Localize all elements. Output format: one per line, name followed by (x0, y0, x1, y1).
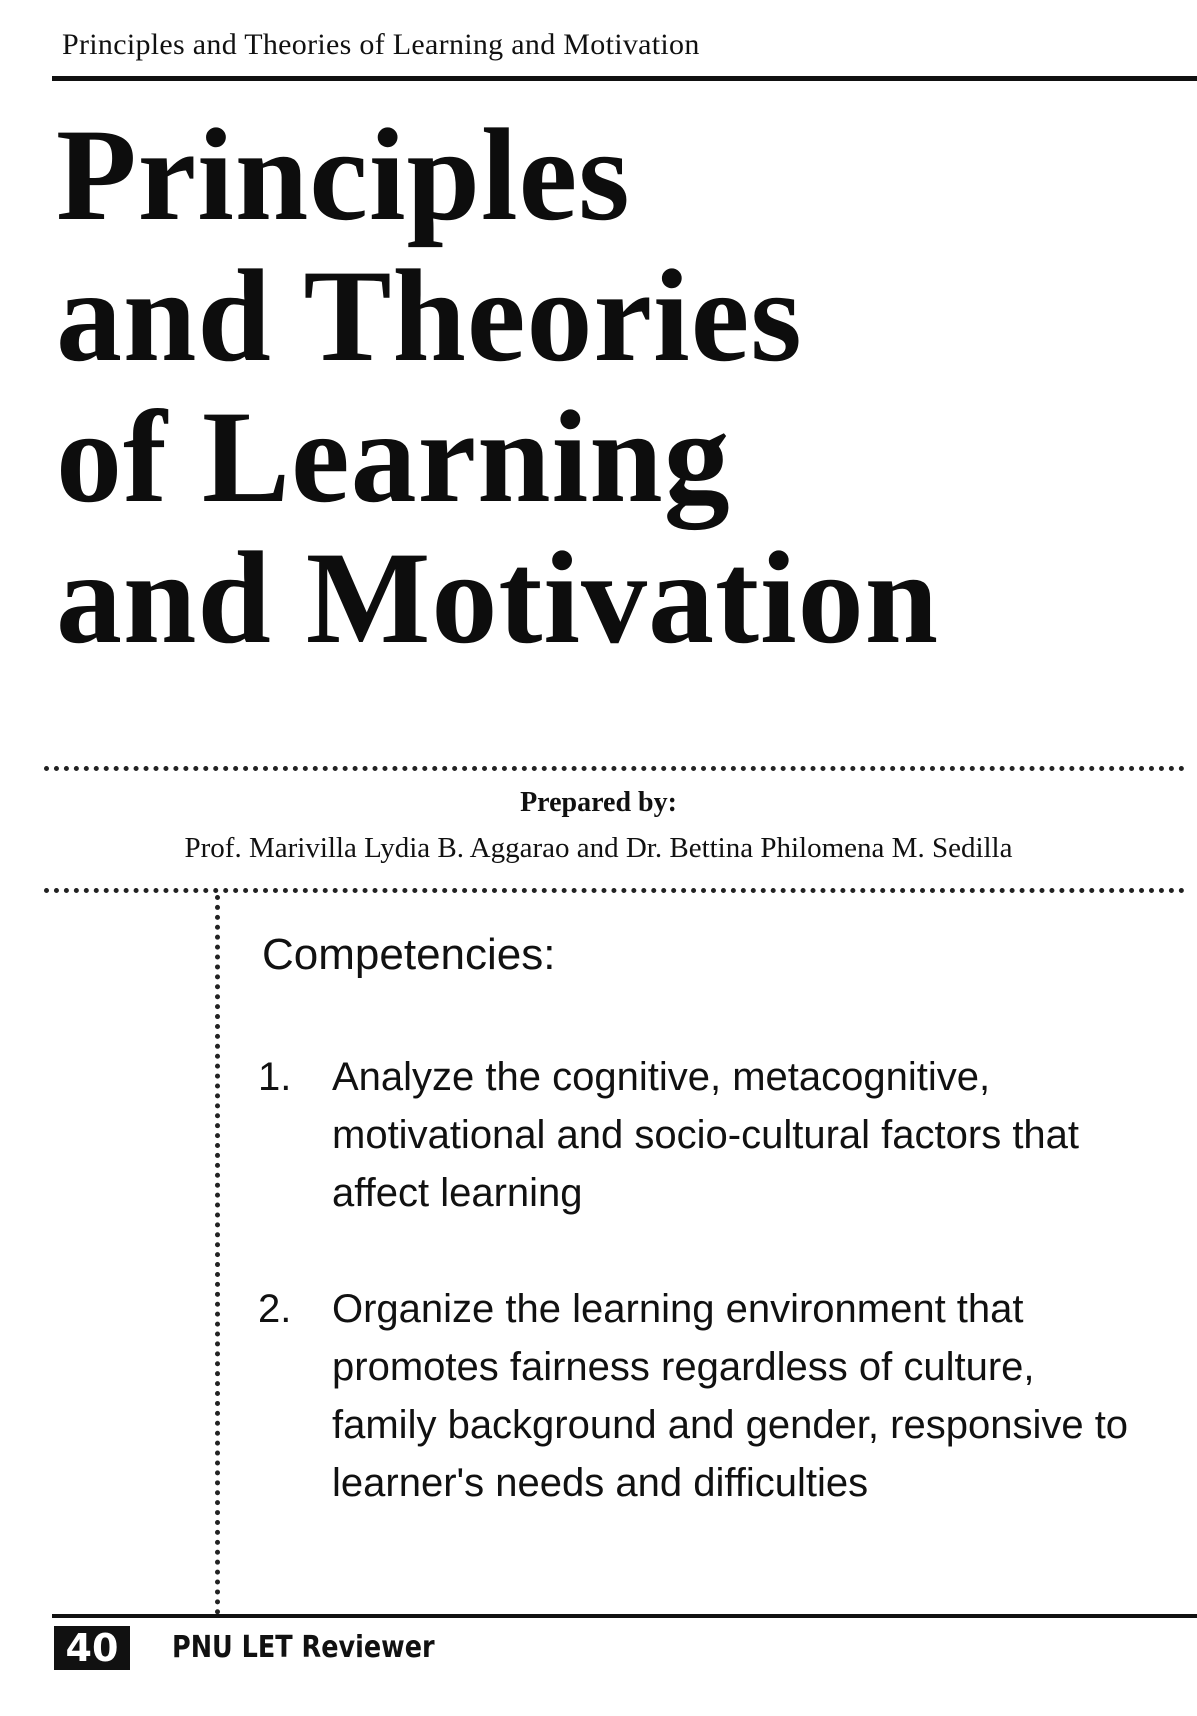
dotted-divider-top (44, 766, 1185, 771)
chapter-title-line-4: and Motivation (56, 524, 940, 671)
competency-number: 2. (258, 1287, 292, 1331)
competency-text: Organize the learning environment that promotes fairness regardless of culture, family background and gender, responsive to learner's needs and difficulties (332, 1287, 1129, 1505)
publication-name: PNU LET Reviewer (172, 1630, 435, 1665)
dotted-divider-vertical (215, 895, 220, 1615)
competency-item (258, 1048, 1138, 1222)
running-header: Principles and Theories of Learning and Motivation (62, 28, 700, 61)
authors-line: Prof. Marivilla Lydia B. Aggarao and Dr. Bettina Philomena M. Sedilla (184, 832, 1013, 864)
competency-number: 1. (258, 1055, 292, 1099)
competency-item (258, 1280, 1138, 1512)
header-rule (52, 76, 1197, 81)
chapter-title-line-3: of Learning (56, 383, 731, 530)
chapter-title (56, 101, 940, 671)
footer-rule (52, 1614, 1197, 1618)
competency-text: Analyze the cognitive, metacognitive, motivational and socio-cultural factors that affect learning (332, 1055, 1080, 1215)
competencies-heading: Competencies: (262, 930, 556, 979)
competencies-list (258, 1048, 1138, 1570)
dotted-divider-bottom (44, 888, 1185, 893)
page-number-badge: 40 (54, 1626, 130, 1670)
chapter-title-line-2: and Theories (56, 242, 803, 389)
prepared-by-label: Prepared by: (520, 787, 677, 818)
chapter-title-line-1: Principles (56, 101, 631, 248)
